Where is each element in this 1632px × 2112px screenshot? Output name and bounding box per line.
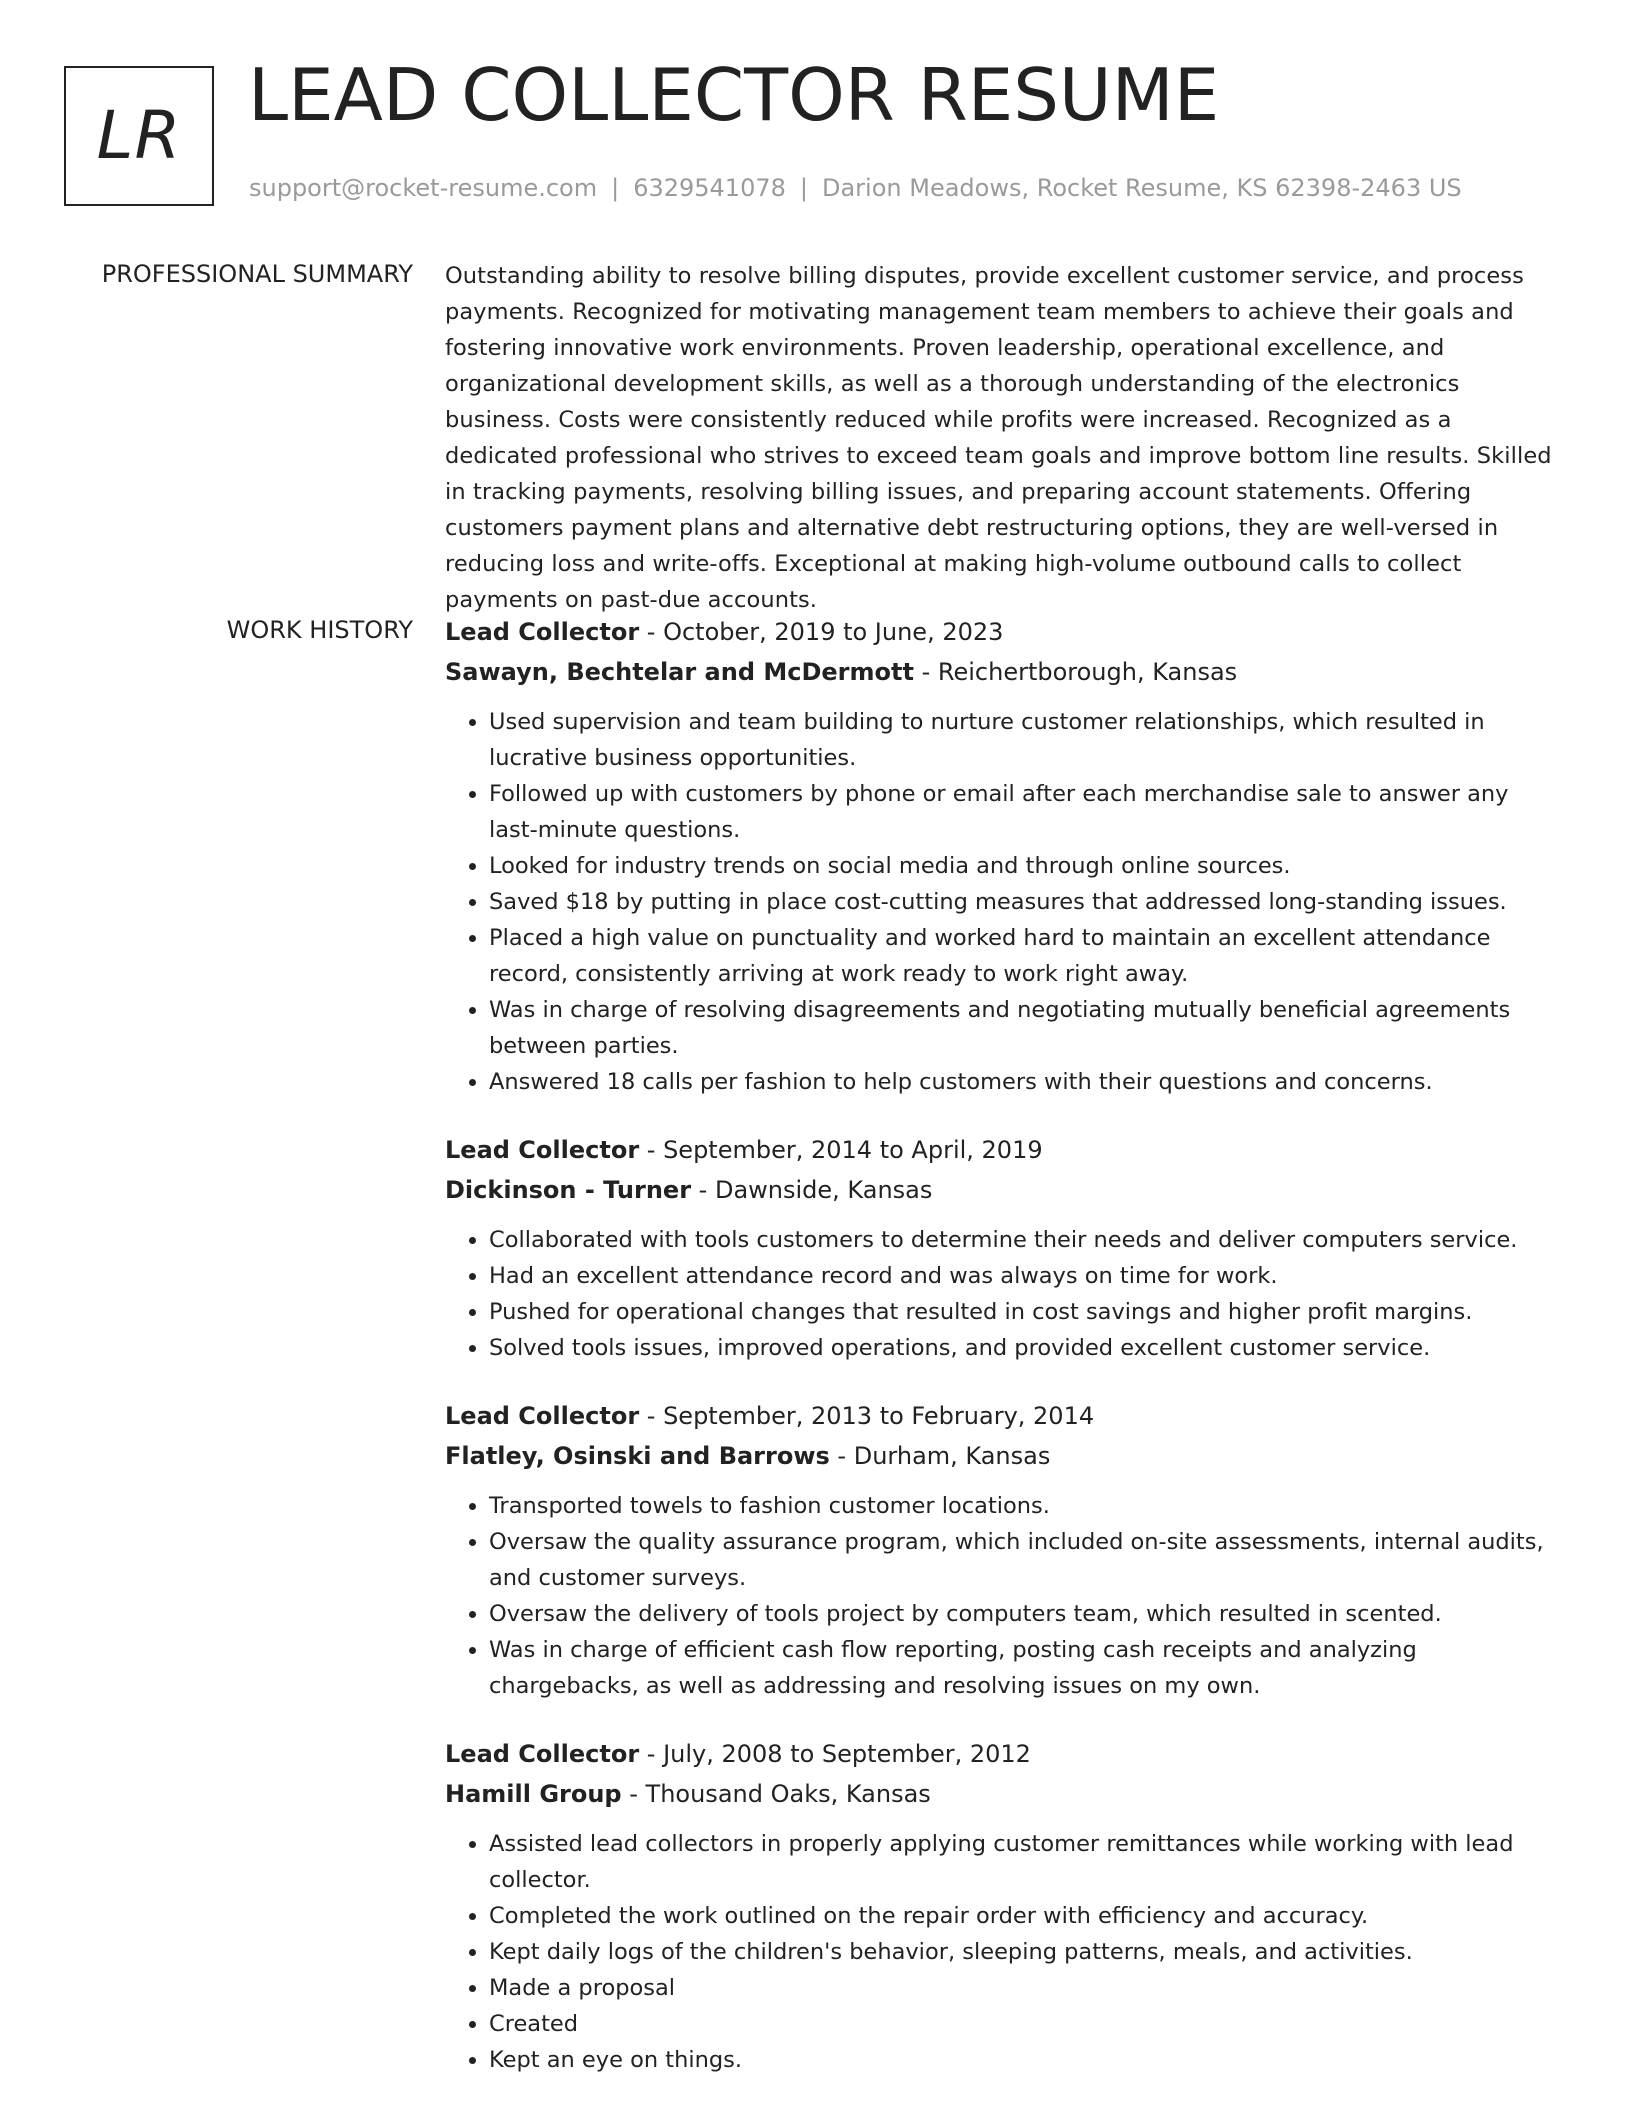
contact-line — [249, 174, 1462, 202]
job-entry — [445, 1396, 1560, 1704]
monogram-initials: LR — [96, 96, 182, 174]
job-bullet: • Completed the work outlined on the repair order with efficiency and accuracy. — [489, 1898, 1560, 1934]
job-company-line — [445, 652, 1560, 692]
job-dates: - October, 2019 to June, 2023 — [639, 618, 1004, 646]
job-bullet: • Kept an eye on things. — [489, 2042, 1560, 2078]
job-bullet: • Followed up with customers by phone or email after each merchandise sale to answer any last-minute questions. — [489, 776, 1560, 848]
job-bullet: • Was in charge of efficient cash flow reporting, posting cash receipts and analyzing chargebacks, as well as addressing and resolving issues on my own. — [489, 1632, 1560, 1704]
job-title: Lead Collector — [445, 618, 640, 646]
job-bullet: • Placed a high value on punctuality and worked hard to maintain an excellent attendance record, consistently arriving at work ready to work right away. — [489, 920, 1560, 992]
section-label-work: WORK HISTORY — [226, 616, 413, 644]
job-dates: - September, 2014 to April, 2019 — [639, 1136, 1043, 1164]
job-bullet: • Assisted lead collectors in properly applying customer remittances while working with lead collector. — [489, 1826, 1560, 1898]
job-location: - Thousand Oaks, Kansas — [621, 1780, 931, 1808]
job-bullet-list — [445, 1826, 1560, 2078]
job-dates: - July, 2008 to September, 2012 — [639, 1740, 1031, 1768]
job-title: Lead Collector — [445, 1136, 640, 1164]
job-entry — [445, 1130, 1560, 1366]
job-bullet: • Collaborated with tools customers to determine their needs and deliver computers service. — [489, 1222, 1560, 1258]
job-bullet: • Used supervision and team building to nurture customer relationships, which resulted in lucrative business opportunities. — [489, 704, 1560, 776]
job-bullet: • Made a proposal — [489, 1970, 1560, 2006]
job-title: Lead Collector — [445, 1402, 640, 1430]
job-company: Hamill Group — [445, 1780, 622, 1808]
job-bullet: • Looked for industry trends on social media and through online sources. — [489, 848, 1560, 884]
job-bullet: • Was in charge of resolving disagreements and negotiating mutually beneficial agreements between parties. — [489, 992, 1560, 1064]
summary-text: Outstanding ability to resolve billing disputes, provide excellent customer service, and process payments. Recognized for motivating management team members to achieve their goals and fostering innovative work environments. Proven leadership, operational excellence, and organizational development skills, as well as a thorough understanding of the electronics business. Costs were consistently reduced while profits were increased. Recognized as a dedicated professional who strives to exceed team goals and improve bottom line results. Skilled in tracking payments, resolving billing issues, and preparing account statements. Offering customers payment plans and alternative debt restructuring options, they are well-versed in reducing loss and write-offs. Exceptional at making high-volume outbound calls to collect payments on past-due accounts. — [445, 263, 1552, 613]
job-company-line — [445, 1436, 1560, 1476]
summary-body — [445, 258, 1560, 618]
job-bullet: • Oversaw the quality assurance program, which included on-site assessments, internal audits, and customer surveys. — [489, 1524, 1560, 1596]
job-dates: - September, 2013 to February, 2014 — [639, 1402, 1095, 1430]
job-bullet: • Created — [489, 2006, 1560, 2042]
job-bullet: • Saved $18 by putting in place cost-cutting measures that addressed long-standing issues. — [489, 884, 1560, 920]
job-entry — [445, 1734, 1560, 2078]
job-company: Flatley, Osinski and Barrows — [445, 1442, 830, 1470]
job-company: Dickinson - Turner — [445, 1176, 692, 1204]
monogram-logo — [64, 66, 214, 206]
job-company: Sawayn, Bechtelar and McDermott — [445, 658, 914, 686]
job-bullet: • Transported towels to fashion customer locations. — [489, 1488, 1560, 1524]
job-bullet-list — [445, 1222, 1560, 1366]
resume-title: LEAD COLLECTOR RESUME — [248, 53, 1220, 137]
job-location: - Dawnside, Kansas — [691, 1176, 933, 1204]
contact-separator: | — [799, 174, 808, 202]
job-location: - Durham, Kansas — [829, 1442, 1051, 1470]
section-label-summary: PROFESSIONAL SUMMARY — [101, 260, 413, 288]
job-bullet-list — [445, 704, 1560, 1100]
contact-separator: | — [611, 174, 620, 202]
contact-email: support@rocket-resume.com — [249, 174, 598, 202]
job-bullet: • Kept daily logs of the children's behavior, sleeping patterns, meals, and activities. — [489, 1934, 1560, 1970]
job-title-line — [445, 1396, 1560, 1436]
job-bullet: • Solved tools issues, improved operations, and provided excellent customer service. — [489, 1330, 1560, 1366]
job-bullet-list — [445, 1488, 1560, 1704]
job-title-line — [445, 1734, 1560, 1774]
job-location: - Reichertborough, Kansas — [913, 658, 1238, 686]
contact-address: Darion Meadows, Rocket Resume, KS 62398-2463 US — [821, 174, 1462, 202]
job-bullet: • Pushed for operational changes that resulted in cost savings and higher profit margins. — [489, 1294, 1560, 1330]
job-bullet: • Had an excellent attendance record and was always on time for work. — [489, 1258, 1560, 1294]
job-bullet: • Answered 18 calls per fashion to help customers with their questions and concerns. — [489, 1064, 1560, 1100]
job-title: Lead Collector — [445, 1740, 640, 1768]
job-entry — [445, 612, 1560, 1100]
job-title-line — [445, 612, 1560, 652]
job-bullet: • Oversaw the delivery of tools project by computers team, which resulted in scented. — [489, 1596, 1560, 1632]
job-company-line — [445, 1170, 1560, 1210]
job-company-line — [445, 1774, 1560, 1814]
job-title-line — [445, 1130, 1560, 1170]
work-history-body — [445, 612, 1560, 2108]
contact-phone: 6329541078 — [633, 174, 786, 202]
